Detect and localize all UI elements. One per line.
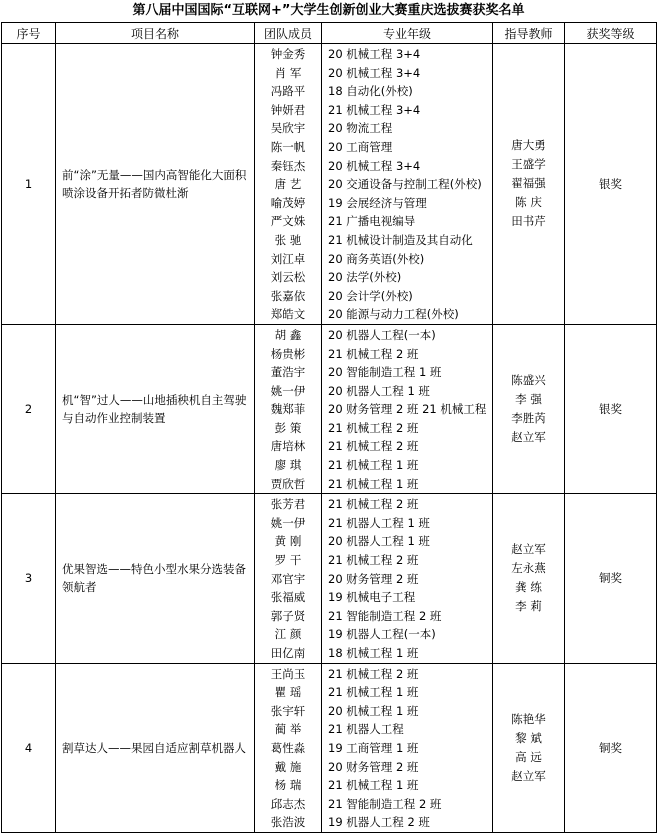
major-grade: 21 机械工程 2 班 xyxy=(328,553,419,568)
major-grade: 20 法学(外校) xyxy=(328,270,402,285)
advisor-name: 李 莉 xyxy=(515,599,542,614)
advisor-name: 陈艳华 xyxy=(511,711,546,726)
member-name: 刘云松 xyxy=(270,270,306,285)
majors xyxy=(322,663,493,832)
table-row xyxy=(2,494,657,663)
member-name: 胡 鑫 xyxy=(274,327,302,342)
major-grade: 21 机械工程 2 班 xyxy=(328,346,419,361)
major-grade: 20 机械工程 3+4 xyxy=(328,65,421,80)
major-grade: 21 机械工程 3+4 xyxy=(328,102,421,117)
team-members xyxy=(255,494,322,663)
header-award: 获奖等级 xyxy=(565,23,657,44)
advisor-name: 陈盛兴 xyxy=(511,373,546,388)
member-name: 喻茂婷 xyxy=(270,195,306,210)
table-row xyxy=(2,663,657,832)
advisor-name: 赵立军 xyxy=(511,430,546,445)
member-name: 彭 策 xyxy=(274,420,302,435)
advisor-name: 李胜芮 xyxy=(511,411,546,426)
major-grade: 20 智能制造工程 1 班 xyxy=(328,365,442,380)
majors xyxy=(322,494,493,663)
member-name: 刘江卓 xyxy=(270,251,306,266)
header-index: 序号 xyxy=(2,23,56,44)
member-name: 田亿南 xyxy=(270,646,306,660)
row-index: 1 xyxy=(2,44,56,325)
major-grade: 21 机械工程 1 班 xyxy=(328,476,419,491)
majors xyxy=(322,44,493,325)
award-level: 银奖 xyxy=(565,324,657,493)
header-advisors: 指导教师 xyxy=(493,23,565,44)
advisor-name: 田书芹 xyxy=(511,214,546,229)
advisor-name: 赵立军 xyxy=(511,542,546,557)
major-grade: 21 智能制造工程 2 班 xyxy=(328,796,442,811)
header-project: 项目名称 xyxy=(56,23,255,44)
member-name: 张芳君 xyxy=(270,497,306,512)
major-grade: 20 机器人工程(一本) xyxy=(328,327,436,342)
header-major: 专业年级 xyxy=(322,23,493,44)
member-name: 姚一伊 xyxy=(270,383,306,398)
member-name: 戴 施 xyxy=(274,759,302,774)
award-level: 铜奖 xyxy=(565,663,657,832)
member-name: 陈一帆 xyxy=(270,139,306,154)
awards-table xyxy=(1,22,657,833)
member-name: 王尚玉 xyxy=(270,666,306,681)
advisor-name: 赵立军 xyxy=(511,768,546,783)
table-header-row xyxy=(2,23,657,44)
majors xyxy=(322,324,493,493)
member-name: 唐 艺 xyxy=(274,177,302,192)
major-grade: 20 机械工程 3+4 xyxy=(328,158,421,173)
member-name: 廖 琪 xyxy=(274,458,302,473)
advisors xyxy=(493,494,565,663)
award-level: 铜奖 xyxy=(565,494,657,663)
project-name: 优果智选——特色小型水果分选装备领航者 xyxy=(56,494,255,663)
major-grade: 19 会展经济与管理 xyxy=(328,195,427,210)
member-name: 葛性淼 xyxy=(270,740,306,755)
member-name: 蔺 举 xyxy=(274,722,302,737)
major-grade: 20 财务管理 2 班 21 机械工程 xyxy=(328,402,487,417)
document-title: 第八届中国国际“互联网+”大学生创新创业大赛重庆选拔赛获奖名单 xyxy=(132,3,525,18)
member-name: 江 颜 xyxy=(274,627,302,642)
row-index: 4 xyxy=(2,663,56,832)
team-members xyxy=(255,44,322,325)
major-grade: 20 机器人工程 1 班 xyxy=(328,534,430,549)
member-name: 秦钰杰 xyxy=(270,158,306,173)
major-grade: 21 机械工程 1 班 xyxy=(328,685,419,700)
major-grade: 20 机器人工程 1 班 xyxy=(328,383,430,398)
member-name: 邱志杰 xyxy=(270,796,306,811)
major-grade: 20 商务英语(外校) xyxy=(328,251,425,266)
advisor-name: 高 远 xyxy=(515,749,542,764)
row-index: 3 xyxy=(2,494,56,663)
advisors xyxy=(493,663,565,832)
major-grade: 18 机械工程 1 班 xyxy=(328,646,419,660)
member-name: 吴欣宇 xyxy=(270,121,306,136)
member-name: 冯路平 xyxy=(270,84,306,99)
team-members xyxy=(255,663,322,832)
project-name: 前“涂”无量——国内高智能化大面积喷涂设备开拓者防微杜渐 xyxy=(56,44,255,325)
member-name: 严文姝 xyxy=(270,214,306,229)
team-members xyxy=(255,324,322,493)
major-grade: 21 机械工程 2 班 xyxy=(328,497,419,512)
major-grade: 20 财务管理 2 班 xyxy=(328,571,419,586)
table-row xyxy=(2,44,657,325)
member-name: 杨贵彬 xyxy=(270,346,306,361)
member-name: 张福威 xyxy=(270,590,306,605)
major-grade: 21 机械工程 1 班 xyxy=(328,458,419,473)
header-members: 团队成员 xyxy=(255,23,322,44)
advisor-name: 黎 斌 xyxy=(515,730,542,745)
major-grade: 21 机械工程 1 班 xyxy=(328,778,419,793)
table-row xyxy=(2,324,657,493)
advisor-name: 唐大勇 xyxy=(511,138,546,153)
major-grade: 20 会计学(外校) xyxy=(328,288,413,303)
member-name: 邓官宇 xyxy=(270,571,306,586)
advisor-name: 李 强 xyxy=(515,392,542,407)
advisor-name: 陈 庆 xyxy=(515,195,542,210)
major-grade: 21 智能制造工程 2 班 xyxy=(328,608,442,623)
member-name: 杨 瑞 xyxy=(274,778,302,793)
major-grade: 20 交通设备与控制工程(外校) xyxy=(328,177,482,192)
major-grade: 21 机械工程 2 班 xyxy=(328,420,419,435)
row-index: 2 xyxy=(2,324,56,493)
member-name: 董浩宇 xyxy=(270,365,306,380)
major-grade: 19 工商管理 1 班 xyxy=(328,740,419,755)
advisor-name: 王盛学 xyxy=(511,157,546,172)
major-grade: 19 机械电子工程 xyxy=(328,590,416,605)
member-name: 姚一伊 xyxy=(270,515,306,530)
advisor-name: 翟福强 xyxy=(511,176,546,191)
major-grade: 21 机器人工程 1 班 xyxy=(328,515,430,530)
member-name: 郑皓文 xyxy=(270,307,306,322)
major-grade: 21 机械工程 2 班 xyxy=(328,439,419,454)
award-level: 银奖 xyxy=(565,44,657,325)
member-name: 郭子贤 xyxy=(270,608,306,623)
advisors xyxy=(493,44,565,325)
major-grade: 20 机械工程 1 班 xyxy=(328,703,419,718)
major-grade: 18 自动化(外校) xyxy=(328,84,413,99)
project-name: 机“智”过人——山地插秧机自主驾驶与自动作业控制装置 xyxy=(56,324,255,493)
member-name: 唐培林 xyxy=(270,439,306,454)
major-grade: 20 能源与动力工程(外校) xyxy=(328,307,459,322)
member-name: 黄 刚 xyxy=(274,534,302,549)
project-name: 割草达人——果园自适应割草机器人 xyxy=(56,663,255,832)
advisor-name: 龚 练 xyxy=(515,580,542,595)
member-name: 肖 军 xyxy=(274,65,302,80)
major-grade: 21 机械设计制造及其自动化 xyxy=(328,232,473,247)
member-name: 张 驰 xyxy=(274,232,302,247)
advisors xyxy=(493,324,565,493)
member-name: 魏郑菲 xyxy=(270,402,306,417)
major-grade: 21 机械工程 2 班 xyxy=(328,666,419,681)
major-grade: 20 工商管理 xyxy=(328,139,393,154)
major-grade: 20 财务管理 2 班 xyxy=(328,759,419,774)
member-name: 罗 干 xyxy=(274,553,302,568)
member-name: 钟金秀 xyxy=(270,47,306,61)
major-grade: 21 广播电视编导 xyxy=(328,214,416,229)
member-name: 张宇轩 xyxy=(270,703,306,718)
member-name: 贾欣哲 xyxy=(270,476,306,491)
major-grade: 19 机器人工程(一本) xyxy=(328,627,436,642)
advisor-name: 左永燕 xyxy=(511,561,546,576)
major-grade: 19 机器人工程 2 班 xyxy=(328,815,430,830)
member-name: 钟妍君 xyxy=(270,102,306,117)
major-grade: 20 机械工程 3+4 xyxy=(328,47,421,61)
member-name: 张浩波 xyxy=(270,815,306,830)
member-name: 张嘉依 xyxy=(270,288,306,303)
member-name: 瞿 瑶 xyxy=(274,685,302,700)
major-grade: 21 机器人工程 xyxy=(328,722,404,737)
major-grade: 20 物流工程 xyxy=(328,121,393,136)
